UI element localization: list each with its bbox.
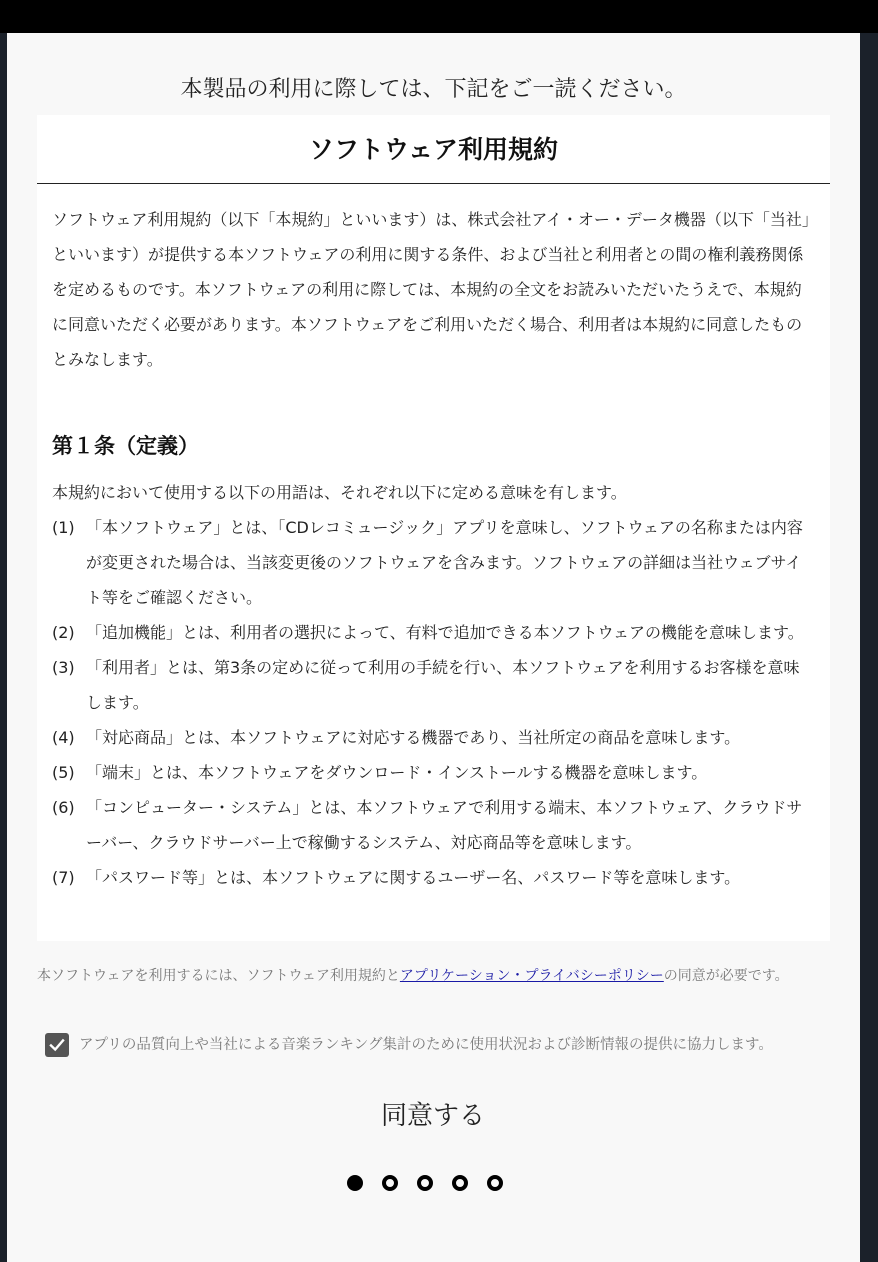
page-dot-2 bbox=[382, 1175, 398, 1191]
definition-text: 「利用者」とは、第3条の定めに従って利用の手続を行い、本ソフトウェアを利用するお客様を意味します。 bbox=[86, 658, 800, 712]
definition-text: 「端末」とは、本ソフトウェアをダウンロード・インストールする機器を意味します。 bbox=[86, 763, 708, 782]
top-status-bar bbox=[0, 0, 878, 33]
definition-text: 「対応商品」とは、本ソフトウェアに対応する機器であり、当社所定の商品を意味します。 bbox=[86, 728, 741, 747]
page-indicator bbox=[347, 1174, 517, 1192]
notice-text-before: 本ソフトウェアを利用するには、ソフトウェア利用規約と bbox=[37, 968, 400, 984]
page-dot-3 bbox=[417, 1175, 433, 1191]
terms-screen bbox=[7, 33, 860, 1262]
definition-number: (4) bbox=[52, 728, 75, 747]
definition-text: 「本ソフトウェア」とは、「CDレコミュージック」アプリを意味し、ソフトウェアの名称または内容が変更された場合は、当該変更後のソフトウェアを含みます。ソフトウェアの詳細は当社ウェブサイト等をご確認ください。 bbox=[86, 518, 803, 607]
intro-text: 本製品の利用に際しては、下記をご一読ください。 bbox=[180, 77, 687, 102]
consent-checkbox[interactable] bbox=[45, 1033, 69, 1057]
definition-number: (1) bbox=[52, 518, 75, 537]
usage-data-consent[interactable] bbox=[45, 1033, 835, 1057]
definition-number: (3) bbox=[52, 658, 75, 677]
page-dot-4 bbox=[452, 1175, 468, 1191]
definition-text: 「コンピューター・システム」とは、本ソフトウェアで利用する端末、本ソフトウェア、クラウドサーバー、クラウドサーバー上で稼働するシステム、対応商品等を意味します。 bbox=[86, 798, 803, 852]
agreement-notice bbox=[37, 966, 827, 987]
page-dot-1 bbox=[347, 1175, 363, 1191]
terms-scroll-area[interactable] bbox=[37, 115, 830, 941]
definitions-list bbox=[52, 510, 815, 895]
terms-body bbox=[37, 184, 830, 895]
page-dot-5 bbox=[487, 1175, 503, 1191]
definition-item bbox=[52, 510, 815, 615]
definition-item bbox=[52, 790, 815, 860]
definition-text: 「パスワード等」とは、本ソフトウェアに関するユーザー名、パスワード等を意味します。 bbox=[86, 868, 741, 887]
definition-item bbox=[52, 755, 815, 790]
definition-number: (7) bbox=[52, 868, 75, 887]
definition-number: (6) bbox=[52, 798, 75, 817]
consent-label: アプリの品質向上や当社による音楽ランキング集計のために使用状況および診断情報の提供に協力します。 bbox=[79, 1037, 773, 1053]
terms-preamble: ソフトウェア利用規約（以下「本規約」といいます）は、株式会社アイ・オー・データ機器（以下「当社」といいます）が提供する本ソフトウェアの利用に関する条件、および当社と利用者との間の権利義務関係を定めるものです。本ソフトウェアの利用に際しては、本規約の全文をお読みいただいたうえで、本規約に同意いただく必要があります。本ソフトウェアをご利用いただく場合、利用者は本規約に同意したものとみなします。 bbox=[52, 210, 810, 369]
definition-item bbox=[52, 615, 815, 650]
definition-number: (2) bbox=[52, 623, 75, 642]
article-heading: 第１条（定義） bbox=[52, 434, 199, 458]
definition-item bbox=[52, 650, 815, 720]
notice-text-after: の同意が必要です。 bbox=[663, 968, 789, 984]
terms-title: ソフトウェア利用規約 bbox=[37, 115, 830, 184]
definition-text: 「追加機能」とは、利用者の選択によって、有料で追加できる本ソフトウェアの機能を意味します。 bbox=[86, 623, 804, 642]
privacy-policy-link[interactable]: アプリケーション・プライバシーポリシー bbox=[399, 968, 664, 984]
definition-item bbox=[52, 720, 815, 755]
checkmark-icon bbox=[48, 1036, 66, 1054]
article-lead: 本規約において使用する以下の用語は、それぞれ以下に定める意味を有します。 bbox=[52, 483, 627, 502]
definition-number: (5) bbox=[52, 763, 75, 782]
definition-item bbox=[52, 860, 815, 895]
agree-button[interactable]: 同意する bbox=[283, 1091, 583, 1135]
